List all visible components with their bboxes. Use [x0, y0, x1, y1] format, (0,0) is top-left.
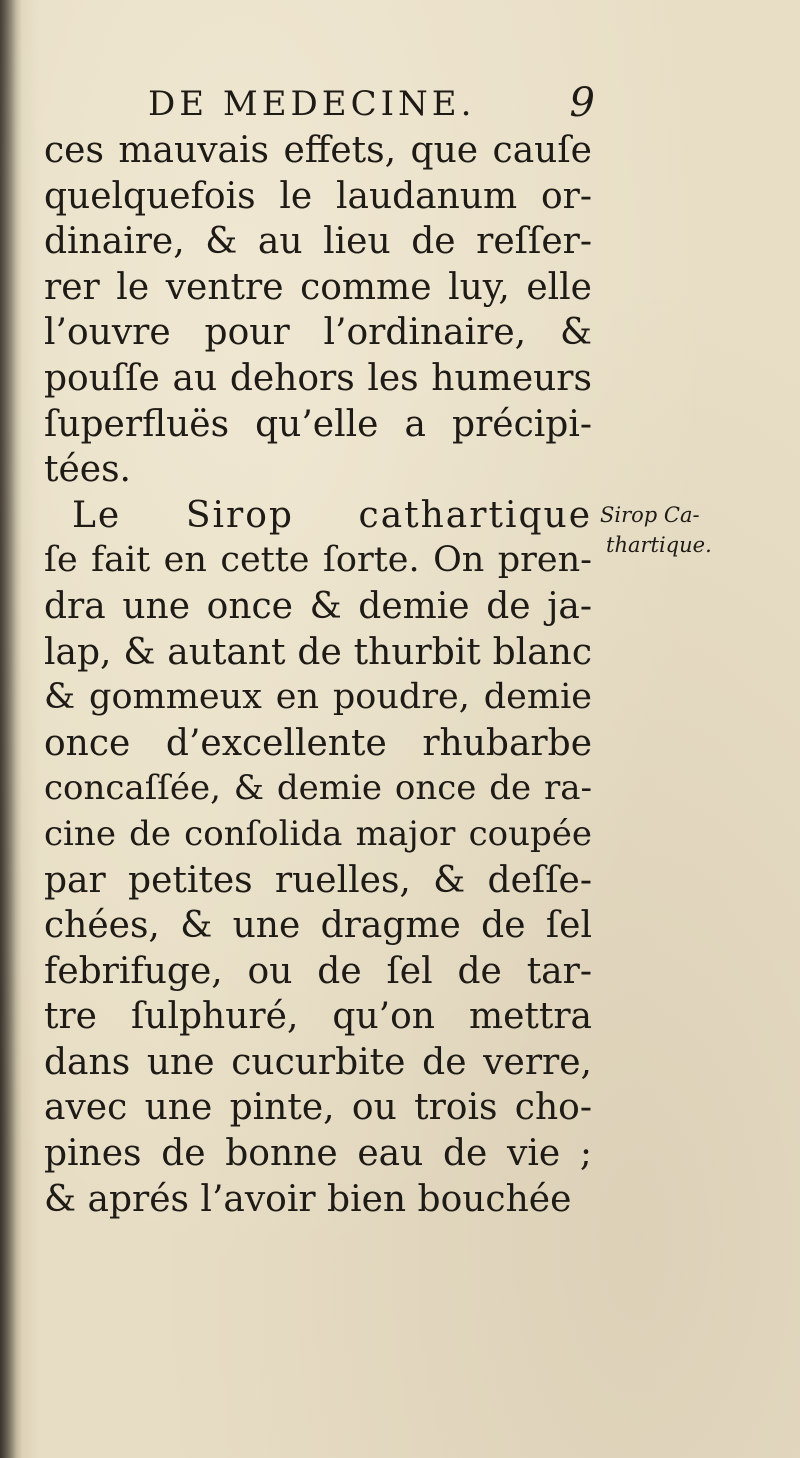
- text-line: tées.: [44, 449, 131, 491]
- margin-note: [600, 500, 790, 560]
- text-line: & aprés l’avoir bien bouchée: [44, 1178, 572, 1220]
- text-line: pines de bonne eau de vie ;: [44, 1133, 592, 1175]
- text-line: tre ſulphuré, qu’on mettra: [44, 996, 592, 1038]
- page-number: 9: [569, 80, 595, 126]
- text-line: l’ouvre pour l’ordinaire, &: [44, 312, 592, 354]
- text-line: concaſſée, & demie once de ra-: [44, 768, 592, 809]
- text-line: dra une once & demie de ja-: [44, 585, 592, 627]
- text-line: ces mauvais effets, que cauſe: [44, 130, 592, 171]
- text-line: chées, & une dragme de ſel: [44, 905, 592, 947]
- text-line: ſuperfluës qu’elle a précipi-: [44, 403, 592, 445]
- binding-gutter-shadow: [0, 0, 22, 1458]
- margin-note-line: thartique.: [606, 533, 712, 557]
- margin-note-line: Sirop Ca-: [600, 503, 700, 527]
- paragraph-heading-line: Le Sirop cathartique: [72, 494, 592, 536]
- text-line: par petites ruelles, & deſſe-: [44, 859, 592, 901]
- text-line: dans une cucurbite de verre,: [44, 1041, 592, 1083]
- text-line: pouſſe au dehors les humeurs: [44, 357, 592, 399]
- text-line: quelquefois le laudanum or-: [44, 175, 592, 217]
- text-line: cine de conſolida major coupée: [44, 813, 592, 854]
- text-line: rer le ventre comme luy, elle: [44, 266, 592, 308]
- text-line: ſe fait en cette ſorte. On pren-: [44, 540, 592, 581]
- running-head: DE MEDECINE.: [148, 84, 476, 124]
- text-line: avec une pinte, ou trois cho-: [44, 1087, 592, 1129]
- text-line: & gommeux en poudre, demie: [44, 677, 592, 718]
- text-line: lap, & autant de thurbit blanc: [44, 631, 592, 673]
- text-line: dinaire, & au lieu de reſſer-: [44, 221, 592, 263]
- text-line: febrifuge, ou de ſel de tar-: [44, 950, 592, 992]
- text-line: once d’excellente rhubarbe: [44, 722, 592, 764]
- body-text: [44, 128, 592, 1222]
